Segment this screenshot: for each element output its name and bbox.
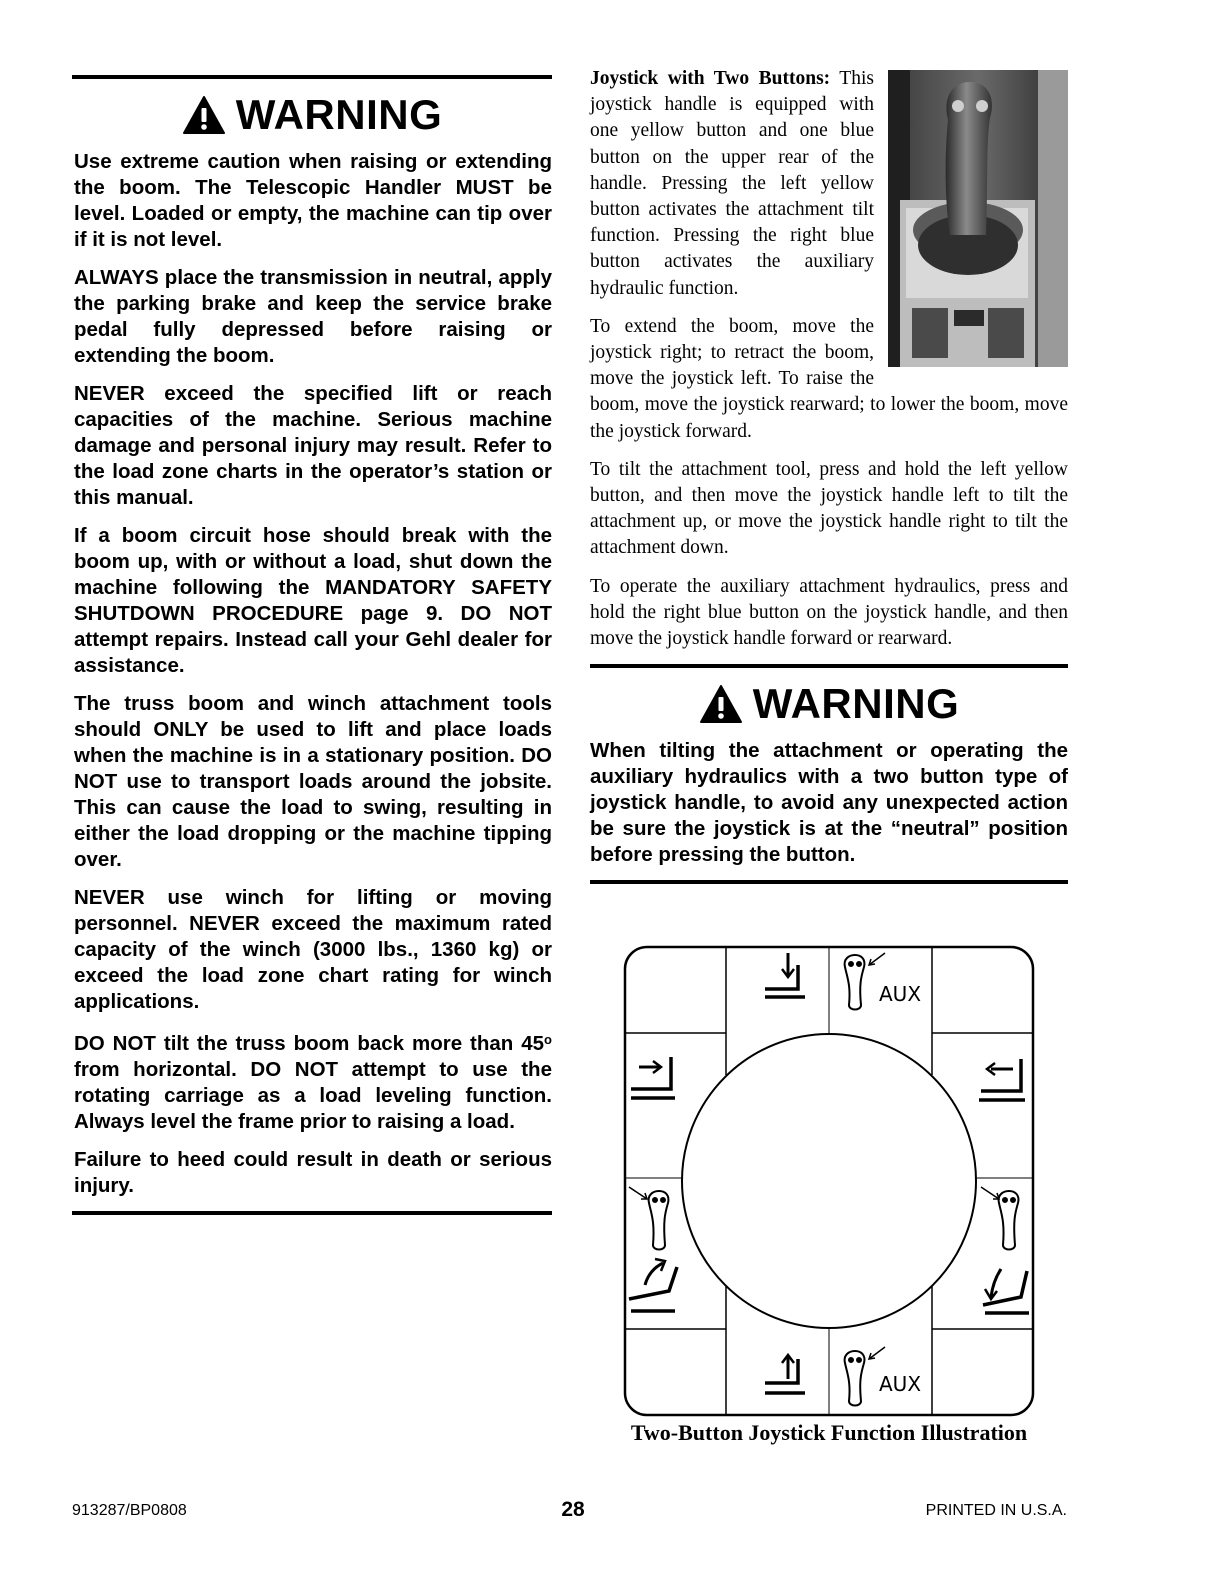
warning-paragraph (74, 1027, 552, 1135)
tilt-paragraph: To tilt the attachment tool, press and hold the left yellow button, and then move the joystick handle left to tilt the attachment up, or move the joystick handle right to tilt the attachment down. (590, 458, 1068, 559)
intro-text: This joystick handle is equipped with one yellow button and one blue button on the upper rear of the handle. Pressing the left yellow button activates the attachment tilt function. Pressing the right blue button activates the auxiliary hydraulic function. (590, 68, 874, 299)
extend-paragraph: To extend the boom, move the joystick right; to retract the boom, move the joystick left. To raise the boom, move the joystick rearward; to lower the boom, move the joystick forward. (590, 315, 1068, 442)
warning-header (590, 670, 1068, 738)
warning-header (72, 81, 552, 149)
warning-triangle-icon (699, 684, 743, 724)
footer-doc-id: 913287/BP0808 (72, 1502, 187, 1519)
joystick-function-diagram (623, 945, 1035, 1417)
bottom-rule (590, 880, 1068, 884)
aux-label-top: AUX (879, 982, 922, 1006)
warning-text: from horizontal. DO NOT attempt to use the rotating carriage as a load leveling function. Always level the frame prior to raising a load. (74, 1058, 552, 1133)
warning-paragraph: The truss boom and winch attachment tools should ONLY be used to lift and place loads when the machine is in a stationary position. DO NOT use to transport loads around the jobsite. This can cause the load to swing, resulting in either the load dropping or the machine tipping over. (74, 692, 552, 871)
degree-mark: o (544, 1032, 552, 1047)
warning-text: DO NOT tilt the truss boom back more than 45 (74, 1032, 545, 1055)
warning-triangle-icon (182, 95, 226, 135)
left-warning-box (72, 75, 552, 1215)
warning-paragraph: NEVER exceed the specified lift or reach capacities of the machine. Serious machine damage and personal injury may result. Refer to the load zone charts in the operator’s station or this manual. (74, 382, 552, 509)
warning-paragraph: NEVER use winch for lifting or moving personnel. NEVER exceed the maximum rated capacity of the winch (3000 lbs., 1360 kg) or exceed the load zone chart rating for winch applications. (74, 886, 552, 1013)
aux-label-bottom: AUX (879, 1372, 922, 1396)
footer-printed: PRINTED IN U.S.A. (925, 1502, 1067, 1519)
diagram-caption: Two-Button Joystick Function Illustration (630, 1420, 1028, 1445)
right-column (590, 66, 1068, 884)
joystick-photo (888, 70, 1068, 367)
warning-paragraph: Use extreme caution when raising or extending the boom. The Telescopic Handler MUST be level. Loaded or empty, the machine can tip over if it is not level. (74, 150, 552, 251)
joystick-heading: Joystick with Two Buttons: (590, 68, 831, 89)
bottom-rule (72, 1211, 552, 1215)
warning-paragraph: When tilting the attachment or operating the auxiliary hydraulics with a two button type of joystick handle, to avoid any unexpected action be sure the joystick is at the “neutral” position before pressing the button. (590, 739, 1068, 867)
page-number: 28 (561, 1498, 585, 1521)
warning-paragraph: Failure to heed could result in death or serious injury. (74, 1148, 552, 1197)
warning-title: WARNING (752, 680, 960, 728)
warning-paragraph: If a boom circuit hose should break with the boom up, with or without a load, shut down the machine following the MANDATORY SAFETY SHUTDOWN PROCEDURE page 9. DO NOT attempt repairs. Instead call your Gehl dealer for assistance. (74, 524, 552, 677)
warning-paragraph: ALWAYS place the transmission in neutral, apply the parking brake and keep the service brake pedal fully depressed before raising or extending the boom. (74, 266, 552, 367)
right-warning-box (590, 664, 1068, 884)
warning-title: WARNING (235, 91, 443, 138)
top-rule (72, 75, 552, 79)
top-rule (590, 664, 1068, 668)
aux-paragraph: To operate the auxiliary attachment hydraulics, press and hold the right blue button on the joystick handle, and then move the joystick handle forward or rearward. (590, 575, 1068, 650)
